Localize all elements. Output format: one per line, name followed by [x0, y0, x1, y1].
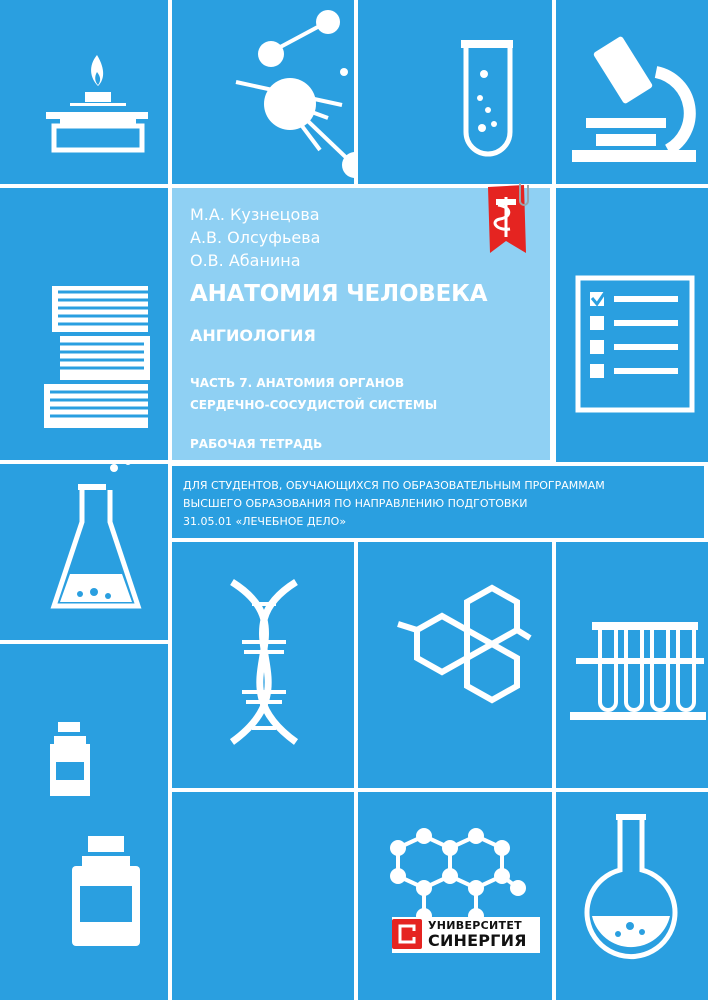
publisher-name-line2: СИНЕРГИЯ [428, 931, 527, 950]
tile-molecule [172, 0, 354, 184]
flask-icon [0, 464, 168, 640]
tile-hexagons [358, 542, 552, 788]
audience-line: ВЫСШЕГО ОБРАЗОВАНИЯ ПО НАПРАВЛЕНИЮ ПОДГОТОВКИ [183, 497, 528, 510]
part-title-line: ЧАСТЬ 7. АНАТОМИЯ ОРГАНОВ [190, 376, 405, 390]
small-bottle-icon [50, 722, 90, 796]
tile-round-flask [556, 792, 708, 1000]
author-name: А.В. Олсуфьева [190, 228, 321, 247]
audience-line: ДЛЯ СТУДЕНТОВ, ОБУЧАЮЩИХСЯ ПО ОБРАЗОВАТЕЛЬНЫМ ПРОГРАММАМ [183, 479, 605, 492]
book-title: АНАТОМИЯ ЧЕЛОВЕКА [190, 281, 488, 307]
microscope-icon [556, 0, 708, 184]
dna-icon [172, 542, 354, 788]
medicine-bottle-icon [72, 836, 140, 946]
tile-molecular-network [358, 792, 552, 1000]
authors [190, 203, 320, 272]
tile-microscope [556, 0, 708, 184]
audience-text [183, 477, 605, 531]
test-tube-rack-icon [556, 542, 708, 788]
round-flask-icon [556, 792, 708, 1000]
tile-bottles [0, 644, 168, 1000]
books-icon [0, 188, 168, 460]
hexagon-structure-icon [358, 542, 552, 788]
burner-icon [0, 0, 168, 184]
publisher-logo-icon [392, 919, 422, 949]
tile-flask [0, 464, 168, 640]
tile-test-tube-rack [556, 542, 708, 788]
molecule-icon [172, 0, 354, 184]
tile-checklist [556, 188, 708, 462]
tile-burner [0, 0, 168, 184]
checklist-icon [556, 188, 708, 462]
author-name: М.А. Кузнецова [190, 205, 320, 224]
test-tube-icon [358, 0, 552, 184]
tile-books [0, 188, 168, 460]
molecular-network-icon [358, 792, 552, 1000]
part-title-line: СЕРДЕЧНО-СОСУДИСТОЙ СИСТЕМЫ [190, 398, 438, 412]
tile-test-tube [358, 0, 552, 184]
book-subject: АНГИОЛОГИЯ [190, 326, 316, 345]
bottles-group [0, 644, 168, 1000]
audience-line: 31.05.01 «ЛЕЧЕБНОЕ ДЕЛО» [183, 515, 347, 528]
publisher-logo [392, 917, 540, 953]
part-title [190, 372, 437, 416]
book-type: РАБОЧАЯ ТЕТРАДЬ [190, 437, 323, 451]
tile-blank [172, 792, 354, 1000]
caduceus-icon [482, 183, 530, 255]
publisher-name-line1: УНИВЕРСИТЕТ [428, 919, 522, 932]
author-name: О.В. Абанина [190, 251, 301, 270]
tile-dna [172, 542, 354, 788]
